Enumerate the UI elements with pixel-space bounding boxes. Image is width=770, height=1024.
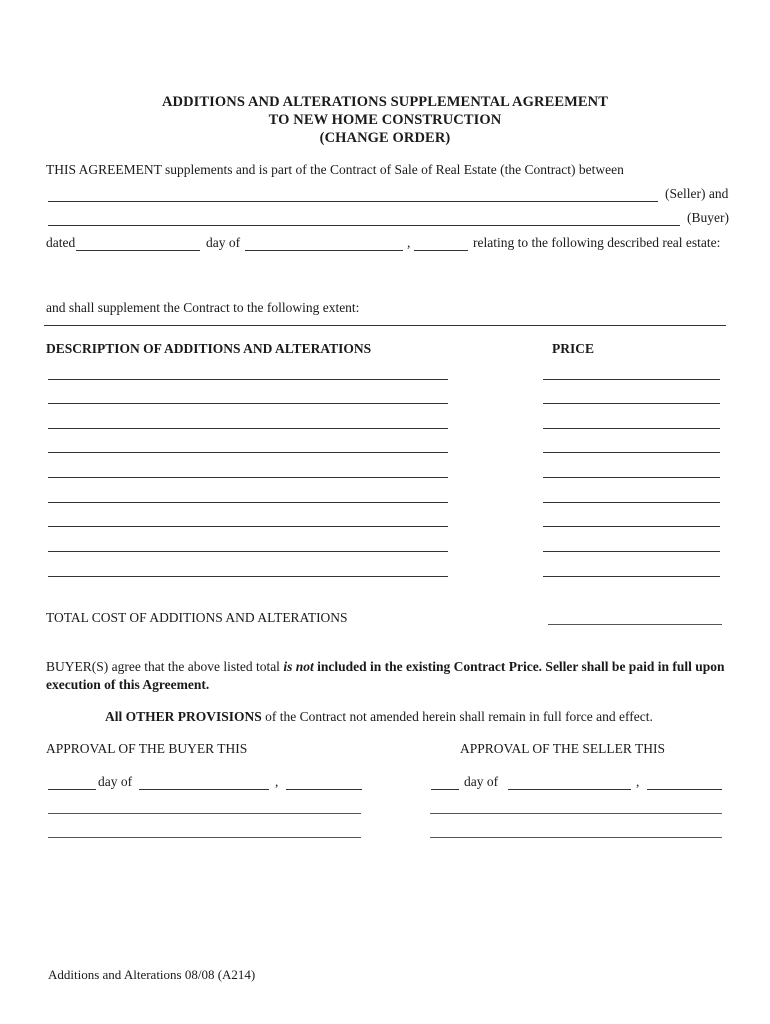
price-line[interactable] (543, 502, 720, 503)
notice-line-1 (46, 659, 725, 675)
seller-label: (Seller) and (665, 186, 729, 201)
title-line-1: ADDITIONS AND ALTERATIONS SUPPLEMENTAL AGREEMENT (161, 94, 609, 110)
notice-pre: BUYER(S) agree that the above listed total (46, 659, 284, 674)
description-line[interactable] (48, 428, 448, 429)
description-line[interactable] (48, 576, 448, 577)
price-line[interactable] (543, 379, 720, 380)
buyer-month-line[interactable] (139, 789, 269, 790)
seller-year-line[interactable] (647, 789, 722, 790)
title-line-3: (CHANGE ORDER) (319, 130, 451, 146)
description-line[interactable] (48, 477, 448, 478)
seller-signature-line-2[interactable] (430, 837, 722, 838)
provisions-rest: of the Contract not amended herein shall remain in full force and effect. (261, 709, 653, 724)
seller-signature-line-1[interactable] (430, 813, 722, 814)
description-header: DESCRIPTION OF ADDITIONS AND ALTERATIONS (46, 341, 372, 356)
description-line[interactable] (48, 403, 448, 404)
total-price-line[interactable] (548, 624, 722, 625)
buyer-approval-label: APPROVAL OF THE BUYER THIS (46, 741, 248, 756)
price-line[interactable] (543, 477, 720, 478)
buyer-signature-line-1[interactable] (48, 813, 361, 814)
seller-day-line[interactable] (431, 789, 459, 790)
price-line[interactable] (543, 526, 720, 527)
seller-day-of-label: day of (464, 774, 499, 789)
dated-month-line[interactable] (245, 250, 403, 251)
supplement-text: and shall supplement the Contract to the following extent: (46, 300, 360, 315)
seller-approval-label: APPROVAL OF THE SELLER THIS (460, 741, 666, 756)
notice-emphasis: is not (283, 659, 314, 674)
seller-comma: , (636, 774, 640, 789)
description-line[interactable] (48, 452, 448, 453)
price-line[interactable] (543, 576, 720, 577)
dated-label: dated (46, 235, 76, 250)
section-divider (44, 325, 726, 326)
price-line[interactable] (543, 403, 720, 404)
dated-comma: , (407, 235, 411, 250)
notice-post: included in the existing Contract Price. Seller shall be paid in full upon (313, 659, 725, 674)
notice-line-2: execution of this Agreement. (46, 677, 210, 692)
description-line[interactable] (48, 551, 448, 552)
total-label: TOTAL COST OF ADDITIONS AND ALTERATIONS (46, 610, 348, 625)
buyer-day-line[interactable] (48, 789, 96, 790)
price-line[interactable] (543, 428, 720, 429)
footer-text: Additions and Alterations 08/08 (A214) (48, 967, 256, 982)
title-line-2: TO NEW HOME CONSTRUCTION (268, 112, 502, 128)
buyer-name-line[interactable] (48, 225, 680, 226)
seller-name-line[interactable] (48, 201, 658, 202)
price-line[interactable] (543, 551, 720, 552)
description-line[interactable] (48, 526, 448, 527)
relating-text: relating to the following described real estate: (473, 235, 721, 250)
price-line[interactable] (543, 452, 720, 453)
day-of-label: day of (206, 235, 241, 250)
description-line[interactable] (48, 379, 448, 380)
dated-year-line[interactable] (414, 250, 468, 251)
provisions-bold: All OTHER PROVISIONS (105, 709, 262, 724)
buyer-comma: , (275, 774, 279, 789)
buyer-year-line[interactable] (286, 789, 362, 790)
buyer-label: (Buyer) (687, 210, 729, 225)
description-line[interactable] (48, 502, 448, 503)
seller-month-line[interactable] (508, 789, 631, 790)
price-header: PRICE (552, 341, 595, 356)
buyer-day-of-label: day of (98, 774, 133, 789)
buyer-signature-line-2[interactable] (48, 837, 361, 838)
provisions-text (105, 709, 653, 725)
intro-text: THIS AGREEMENT supplements and is part of the Contract of Sale of Real Estate (the Contract) between (46, 162, 624, 177)
dated-day-line[interactable] (76, 250, 200, 251)
